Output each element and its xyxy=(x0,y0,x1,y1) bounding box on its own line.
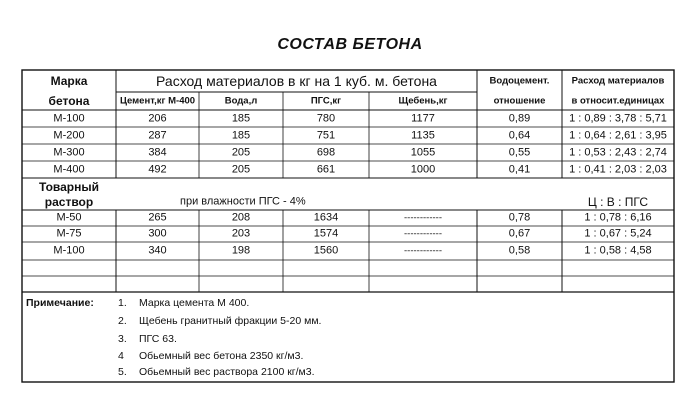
notes-label: Примечание: xyxy=(26,297,94,309)
ratio-header-line2: в относит.единицах xyxy=(571,95,665,107)
wc-cell: 0,67 xyxy=(508,227,531,240)
gravel-cell: 1135 xyxy=(411,129,435,141)
wc-header-line2: отношение xyxy=(493,95,546,107)
water-cell: 205 xyxy=(231,163,251,175)
note-text: Обьемный вес раствора 2100 кг/м3. xyxy=(139,366,315,378)
note-text: Щебень гранитный фракции 5-20 мм. xyxy=(139,315,322,327)
pgs-cell: 661 xyxy=(316,163,336,175)
pgs-cell: 1574 xyxy=(313,227,339,240)
ratio-header-line1: Расход материалов xyxy=(571,75,665,87)
wc-cell: 0,78 xyxy=(508,211,531,224)
cement-cell: 340 xyxy=(148,244,167,257)
wc-cell: 0,55 xyxy=(508,146,531,158)
gravel-cell: ------------ xyxy=(404,212,442,224)
water-cell: 198 xyxy=(231,244,251,257)
ratio-cell: 1 : 0,89 : 3,78 : 5,71 xyxy=(569,112,667,124)
grade-cell: М-100 xyxy=(53,244,85,257)
wc-cell: 0,64 xyxy=(508,129,531,141)
mortar-ratio-header: Ц : В : ПГС xyxy=(587,195,649,209)
water-cell: 185 xyxy=(231,112,251,124)
grade-header-line2: бетона xyxy=(48,94,90,108)
note-number: 4 xyxy=(118,350,124,362)
cement-cell: 287 xyxy=(148,129,167,141)
wc-cell: 0,41 xyxy=(508,163,531,175)
gravel-cell: 1177 xyxy=(411,112,435,124)
humidity-note: при влажности ПГС - 4% xyxy=(180,195,306,208)
wc-header-line1: Водоцемент. xyxy=(489,75,550,87)
grade-cell: М-50 xyxy=(56,211,82,224)
ratio-cell: 1 : 0,64 : 2,61 : 3,95 xyxy=(569,129,667,141)
cement-cell: 492 xyxy=(148,163,167,175)
water-column-header: Вода,л xyxy=(224,95,258,107)
water-cell: 203 xyxy=(231,227,251,240)
water-cell: 205 xyxy=(231,146,251,158)
grade-cell: М-75 xyxy=(56,227,82,240)
note-number: 3. xyxy=(118,333,127,345)
gravel-cell: ------------ xyxy=(404,228,442,240)
note-number: 5. xyxy=(118,366,127,378)
gravel-cell: ------------ xyxy=(404,245,442,257)
water-cell: 208 xyxy=(231,211,251,224)
cement-cell: 265 xyxy=(148,211,167,224)
note-text: Обьемный вес бетона 2350 кг/м3. xyxy=(139,350,304,362)
cement-cell: 206 xyxy=(148,112,167,124)
cement-column-header: Цемент,кг М-400 xyxy=(119,95,196,107)
pgs-column-header: ПГС,кг xyxy=(310,95,342,107)
pgs-cell: 1560 xyxy=(313,244,339,257)
ratio-cell: 1 : 0,58 : 4,58 xyxy=(584,244,652,257)
note-text: Марка цемента М 400. xyxy=(139,297,250,309)
grade-cell: М-200 xyxy=(53,129,85,141)
ratio-cell: 1 : 0,78 : 6,16 xyxy=(584,211,652,224)
gravel-cell: 1000 xyxy=(410,163,436,175)
wc-cell: 0,58 xyxy=(508,244,531,257)
grade-cell: М-400 xyxy=(53,163,85,175)
grade-cell: М-100 xyxy=(53,112,85,124)
gravel-column-header: Щебень,кг xyxy=(398,95,448,107)
ratio-cell: 1 : 0,53 : 2,43 : 2,74 xyxy=(569,146,667,158)
mortar-label-line2: раствор xyxy=(44,195,94,209)
ratio-cell: 1 : 0,41 : 2,03 : 2,03 xyxy=(569,163,667,175)
consumption-header: Расход материалов в кг на 1 куб. м. бетона xyxy=(156,73,437,89)
note-number: 2. xyxy=(118,315,127,327)
note-number: 1. xyxy=(118,297,127,309)
grade-header-line1: Марка xyxy=(50,74,88,88)
cement-cell: 300 xyxy=(148,227,167,240)
wc-cell: 0,89 xyxy=(508,112,531,124)
pgs-cell: 751 xyxy=(316,129,336,141)
water-cell: 185 xyxy=(231,129,251,141)
mortar-label-line1: Товарный xyxy=(39,180,99,194)
pgs-cell: 1634 xyxy=(313,211,339,224)
page-title: СОСТАВ БЕТОНА xyxy=(277,36,423,53)
pgs-cell: 780 xyxy=(316,112,336,124)
ratio-cell: 1 : 0,67 : 5,24 xyxy=(584,227,652,240)
gravel-cell: 1055 xyxy=(410,146,436,158)
grade-cell: М-300 xyxy=(53,146,85,158)
note-text: ПГС 63. xyxy=(139,333,177,345)
cement-cell: 384 xyxy=(148,146,167,158)
pgs-cell: 698 xyxy=(316,146,336,158)
